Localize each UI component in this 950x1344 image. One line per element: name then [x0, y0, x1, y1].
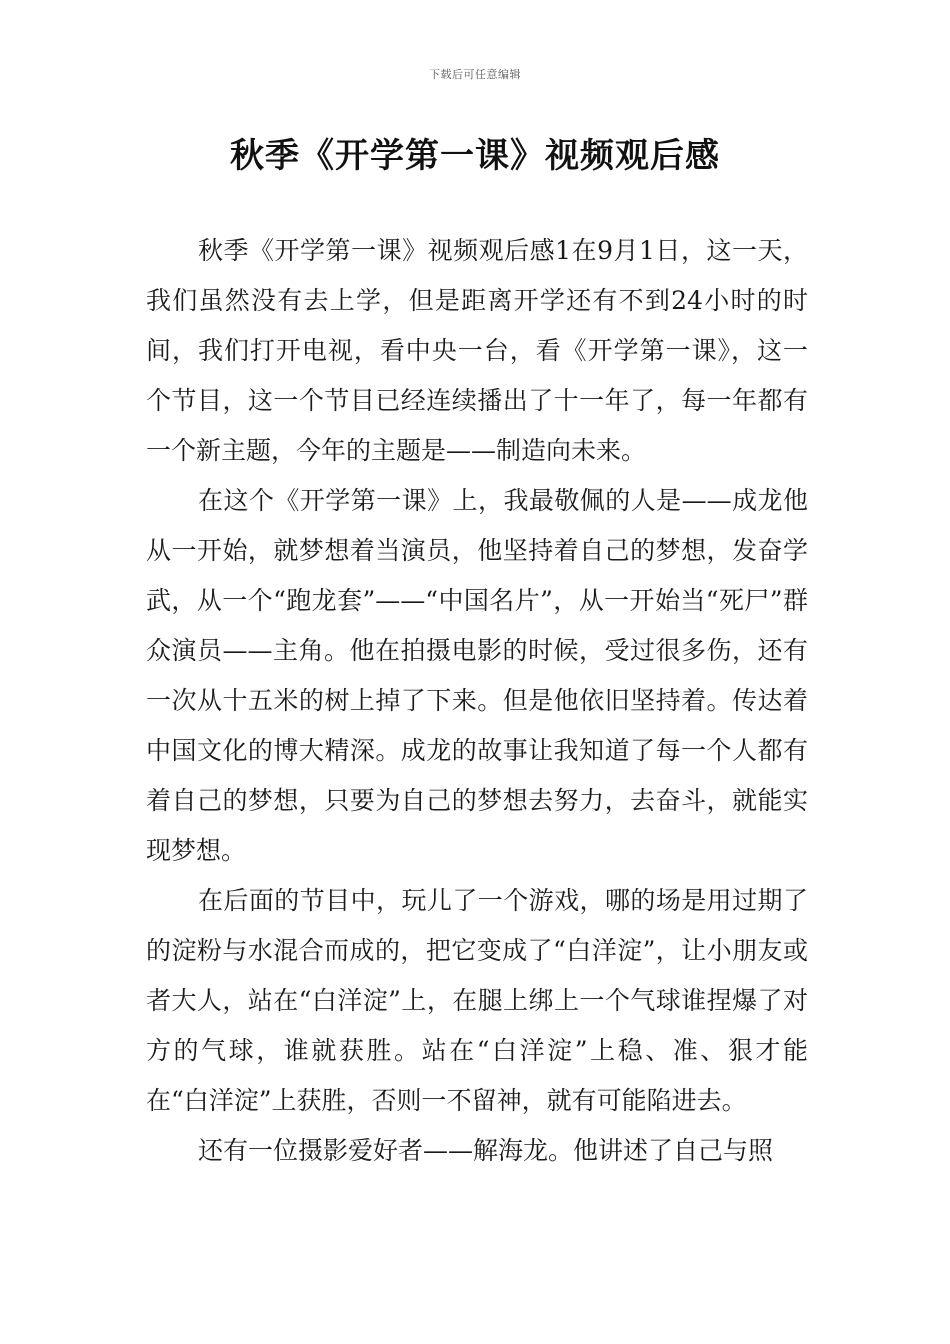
paragraph-1: 秋季《开学第一课》视频观后感1在9月1日，这一天，我们虽然没有去上学，但是距离开学还有不到24小时的时间，我们打开电视，看中央一台，看《开学第一课》，这一个节目，这一个节目已经连续播出了十一年了，每一年都有一个新主题，今年的主题是——制造向未来。 [146, 236, 808, 465]
document-title: 秋季《开学第一课》视频观后感 [230, 136, 720, 176]
document-body [146, 226, 808, 1176]
paragraph-2: 在这个《开学第一课》上，我最敬佩的人是——成龙他从一开始，就梦想着当演员，他坚持着自己的梦想，发奋学武，从一个“跑龙套”——“中国名片”，从一开始当“死尸”群众演员——主角。他在拍摄电影的时候，受过很多伤，还有一次从十五米的树上掉了下来。但是他依旧坚持着。传达着中国文化的博大精深。成龙的故事让我知道了每一个人都有着自己的梦想，只要为自己的梦想去努力，去奋斗，就能实现梦想。 [146, 486, 808, 865]
paragraph-4: 还有一位摄影爱好者——解海龙。他讲述了自己与照 [198, 1136, 774, 1165]
paragraph-3: 在后面的节目中，玩儿了一个游戏，哪的场是用过期了的淀粉与水混合而成的，把它变成了“白洋淀”，让小朋友或者大人，站在“白洋淀”上，在腿上绑上一个气球谁捏爆了对方的气球，谁就获胜。站在“白洋淀”上稳、准、狠才能在“白洋淀”上获胜，否则一不留神，就有可能陷进去。 [146, 886, 808, 1115]
header-note: 下载后可任意编辑 [429, 68, 521, 81]
